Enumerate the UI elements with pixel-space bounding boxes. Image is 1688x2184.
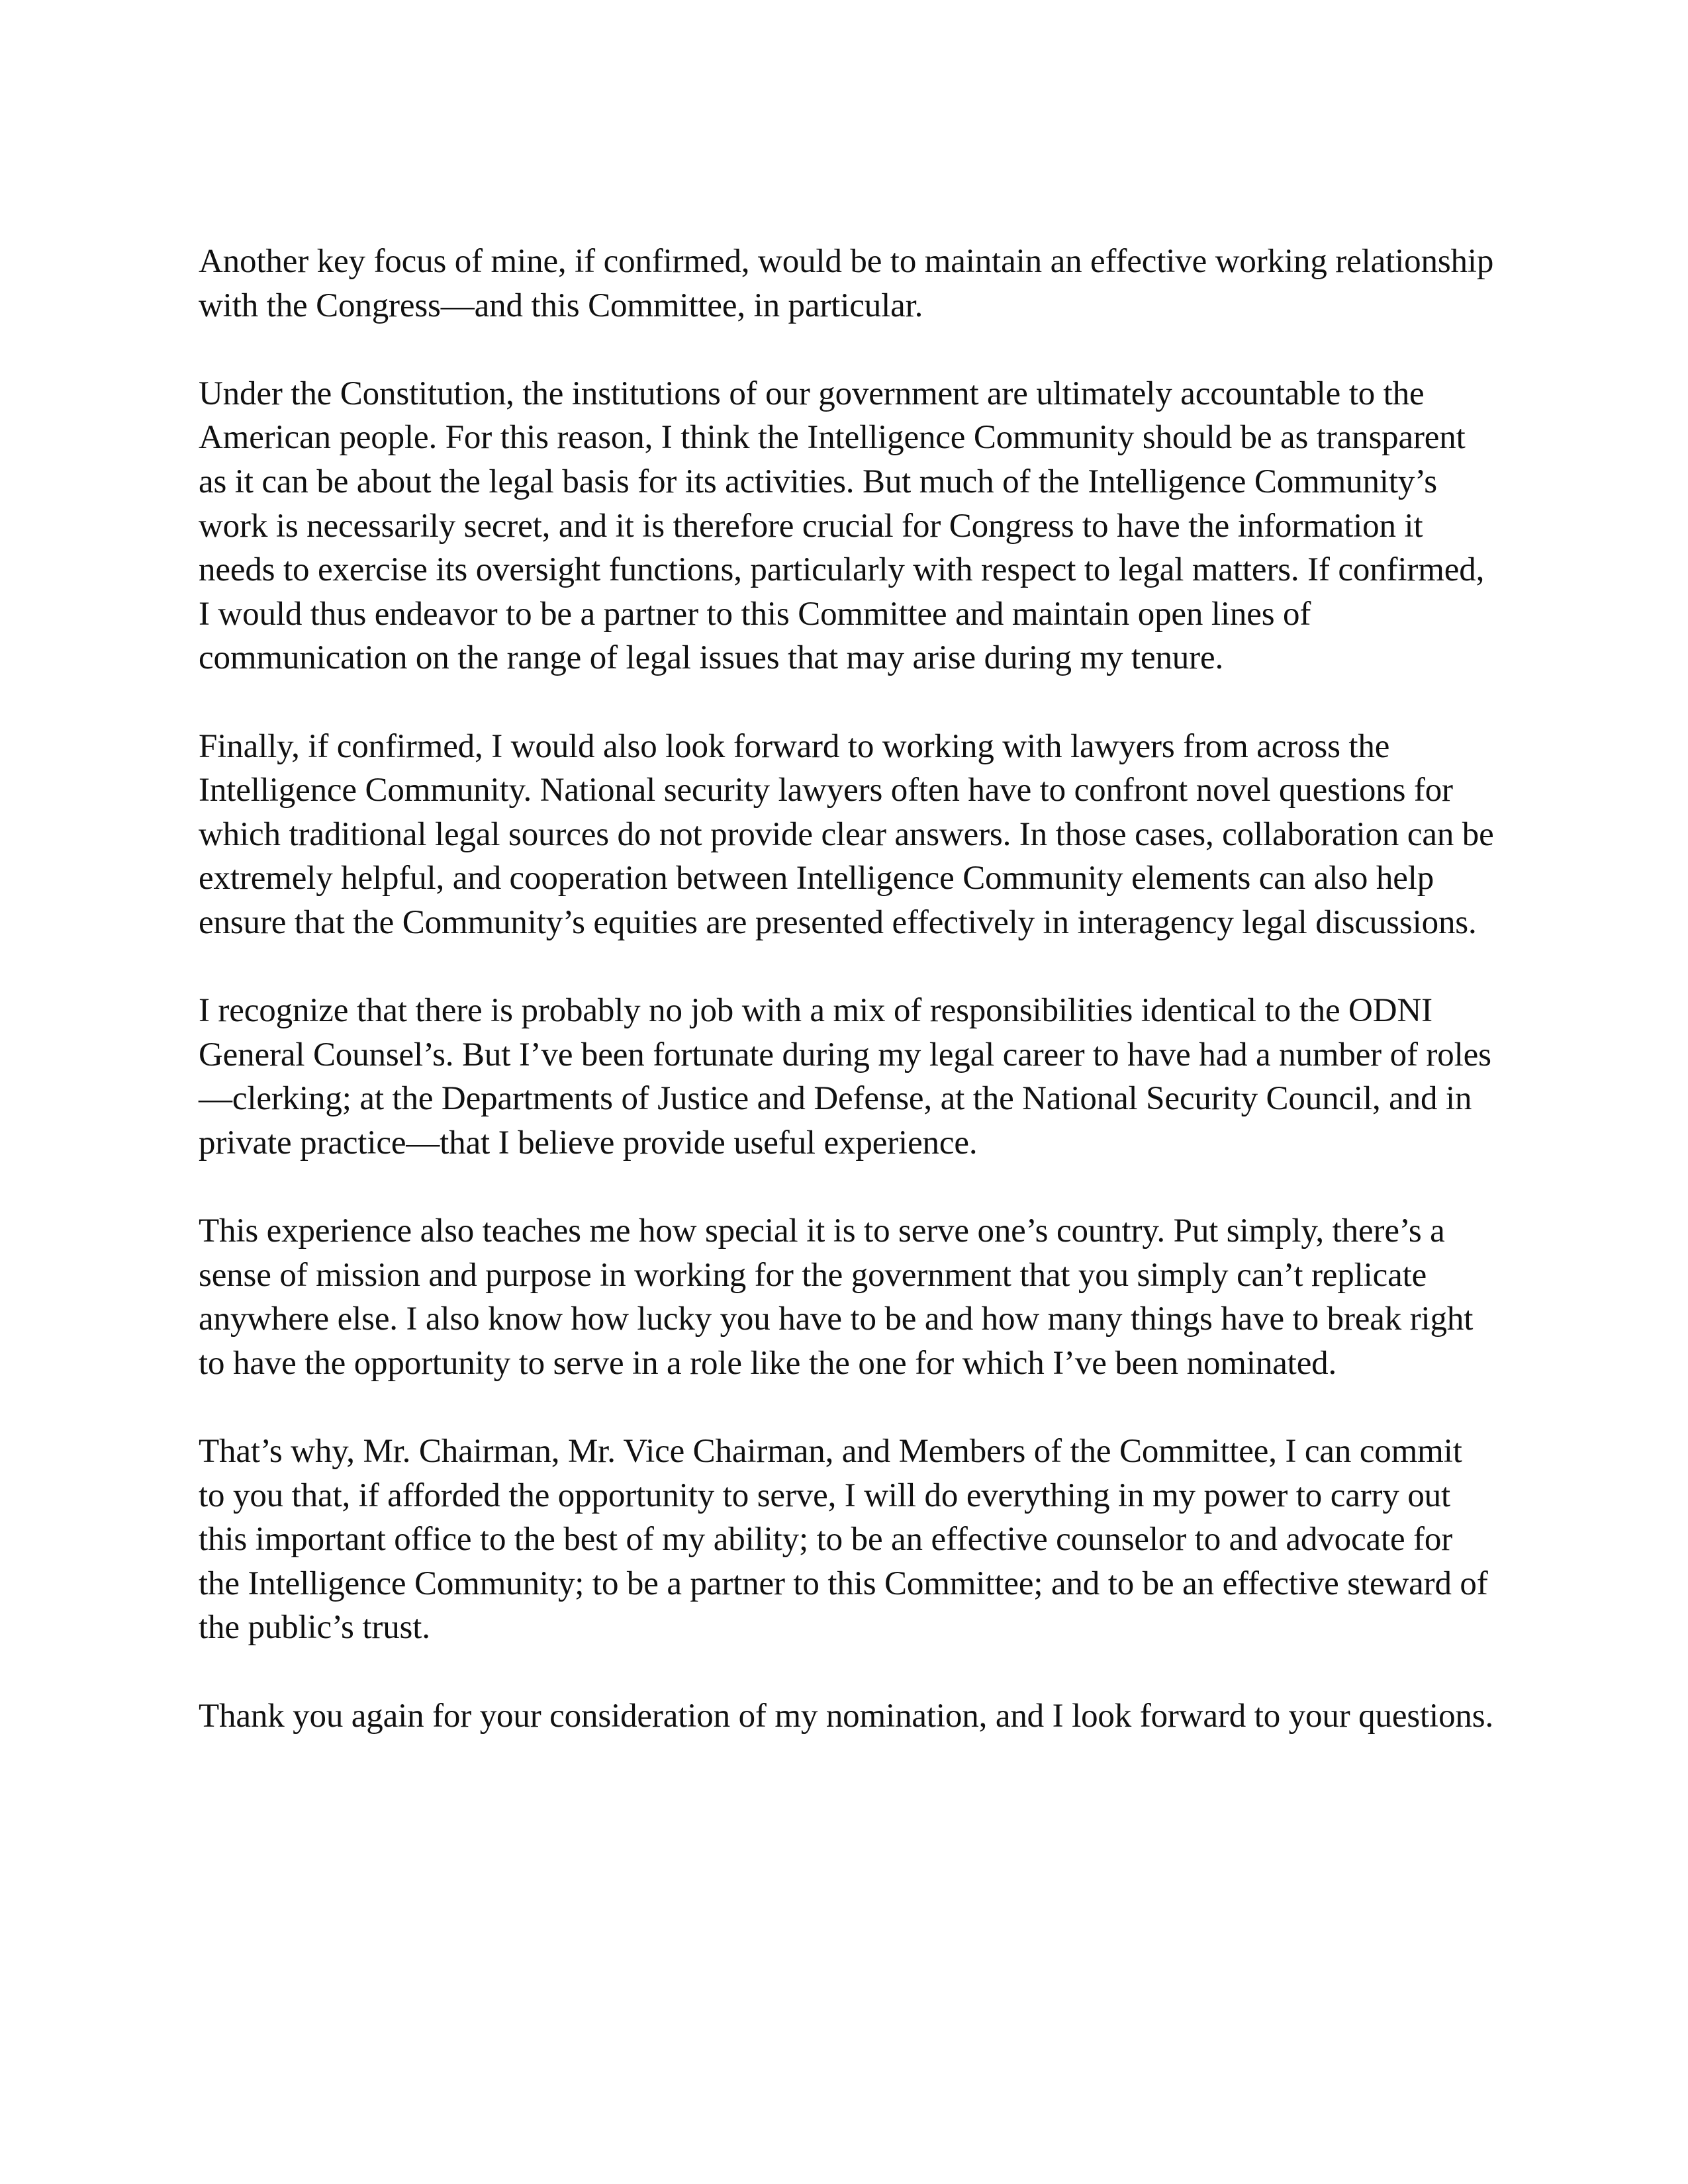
paragraph-experience-roles: I recognize that there is probably no job with a mix of responsibilities identical to the ODNI General Counsel’s. But I’ve been fortunate during my legal career to have had a number of roles—clerking; at the Departments of Justice and Defense, at the National Security Council, and in private practice—that I believe provide useful experience. <box>199 992 1491 1161</box>
paragraph-closing-thanks: Thank you again for your consideration of my nomination, and I look forward to your questions. <box>199 1697 1494 1735</box>
paragraph-constitution-accountability: Under the Constitution, the institutions of our government are ultimately accountable to the American people. For this reason, I think the Intelligence Community should be as transparent as it can be about the legal basis for its activities. But much of the Intelligence Community’s work is necessarily secret, and it is therefore crucial for Congress to have the information it needs to exercise its oversight functions, particularly with respect to legal matters. If confirmed, I would thus endeavor to be a partner to this Committee and maintain open lines of communication on the range of legal issues that may arise during my tenure. <box>199 375 1485 677</box>
paragraph-commitment: That’s why, Mr. Chairman, Mr. Vice Chairman, and Members of the Committee, I can commit to you that, if afforded the opportunity to serve, I will do everything in my power to carry out this important office to the best of my ability; to be an effective counselor to and advocate for the Intelligence Community; to be a partner to this Committee; and to be an effective steward of the public’s trust. <box>199 1433 1488 1647</box>
document-body <box>199 240 1496 1738</box>
paragraph-collaboration-lawyers: Finally, if confirmed, I would also look forward to working with lawyers from across the Intelligence Community. National security lawyers often have to confront novel questions for which traditional legal sources do not provide clear answers. In those cases, collaboration can be extremely helpful, and cooperation between Intelligence Community elements can also help ensure that the Community’s equities are presented effectively in interagency legal discussions. <box>199 727 1494 941</box>
paragraph-serving-country: This experience also teaches me how special it is to serve one’s country. Put simply, there’s a sense of mission and purpose in working for the government that you simply can’t replicate anywhere else. I also know how lucky you have to be and how many things have to break right to have the opportunity to serve in a role like the one for which I’ve been nominated. <box>199 1212 1474 1382</box>
paragraph-congress-relationship: Another key focus of mine, if confirmed, would be to maintain an effective working relationship with the Congress—and this Committee, in particular. <box>199 243 1494 324</box>
